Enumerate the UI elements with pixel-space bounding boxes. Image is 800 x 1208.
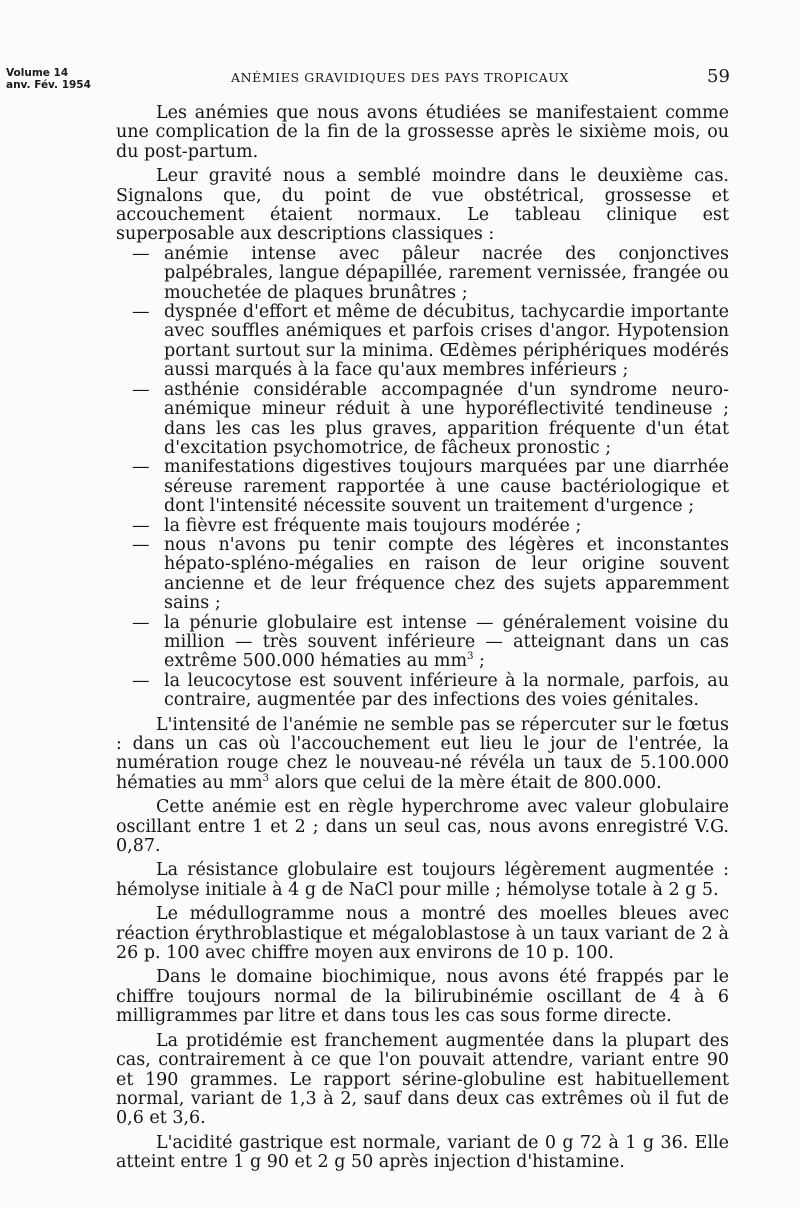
- list-item: [116, 381, 729, 459]
- running-header-title: ANÉMIES GRAVIDIQUES DES PAYS TROPICAUX: [230, 70, 570, 85]
- paragraph: La protidémie est franchement augmentée dans la plupart des cas, contrairement à ce que l'on pouvait attendre, variant entre 90 et 190 grammes. Le rapport sérine-globuline est habituellement normal, variant de 1,3 à 2, sauf dans deux cas extrêmes où il fut de 0,6 et 3,6.: [116, 1030, 729, 1129]
- list-item-text-end: ;: [473, 651, 485, 672]
- list-item: [116, 245, 729, 303]
- list-item-text: asthénie considérable accompagnée d'un syndrome neuro-anémique mineur réduit à une hyporéflectivité tendineuse ; dans les cas les plus graves, apparition fréquente d'un état d'excitation psychomotrice, de fâcheux pronostic ;: [164, 379, 729, 458]
- paragraph: Cette anémie est en règle hyperchrome avec valeur globulaire oscillant entre 1 et 2 ; dans un seul cas, nous avons enregistré V.G. 0,87.: [116, 797, 729, 857]
- issue-date: anv. Fév. 1954: [6, 79, 91, 91]
- list-item-text: la fièvre est fréquente mais toujours modérée ;: [164, 515, 582, 536]
- page-number: 59: [707, 66, 730, 87]
- dash-marker: —: [132, 457, 150, 478]
- list-item-text: la leucocytose est souvent inférieure à la normale, parfois, au contraire, augmentée par des infections des voies génitales.: [164, 670, 729, 711]
- article-body: [116, 104, 729, 1173]
- list-item-text: dyspnée d'effort et même de décubitus, tachycardie importante avec souffles anémiques et parfois crises d'angor. Hypotension portant surtout sur la minima. Œdèmes périphériques modérés aussi marqués à la face qu'aux membres inférieurs ;: [164, 302, 729, 381]
- list-item-text: nous n'avons pu tenir compte des légères et inconstantes hépato-spléno-mégalies en raison de leur origine souvent ancienne et de leur fréquence chez des sujets apparemment sains ;: [164, 534, 729, 614]
- clinical-signs-list: [116, 245, 729, 711]
- dash-marker: —: [132, 612, 150, 633]
- dash-marker: —: [132, 670, 150, 691]
- paragraph: Leur gravité nous a semblé moindre dans le deuxième cas. Signalons que, du point de vue obstétrical, grossesse et accouchement étaient normaux. Le tableau clinique est superposable aux descriptions classiques :: [116, 166, 729, 245]
- list-item: [116, 303, 729, 381]
- paragraph-text-end: alors que celui de la mère était de 800.000.: [269, 772, 662, 793]
- paragraph: La résistance globulaire est toujours légèrement augmentée : hémolyse initiale à 4 g de NaCl pour mille ; hémolyse totale à 2 g 5.: [116, 860, 729, 900]
- paragraph: Le médullogramme nous a montré des moelles bleues avec réaction érythroblastique et mégaloblastose à un taux variant de 2 à 26 p. 100 avec chiffre moyen aux environs de 10 p. 100.: [116, 904, 729, 964]
- paragraph: [116, 716, 729, 794]
- list-item-text: anémie intense avec pâleur nacrée des conjonctives palpébrales, langue dépapillée, rarement vernissée, frangée ou mouchetée de plaques brunâtres ;: [164, 243, 729, 303]
- paragraph: Dans le domaine biochimique, nous avons été frappés par le chiffre toujours normal de la bilirubinémie oscillant de 4 à 6 milligrammes par litre et dans tous les cas sous forme directe.: [116, 967, 729, 1027]
- list-item: [116, 458, 729, 516]
- superscript: 3: [467, 651, 474, 663]
- list-item: [116, 614, 729, 672]
- volume-label: Volume 14: [6, 67, 69, 79]
- superscript: 3: [262, 772, 270, 784]
- dash-marker: —: [132, 243, 150, 264]
- paragraph: L'acidité gastrique est normale, variant de 0 g 72 à 1 g 36. Elle atteint entre 1 g 90 et 2 g 50 après injection d'histamine.: [116, 1132, 729, 1173]
- list-item: [116, 672, 729, 711]
- dash-marker: —: [132, 534, 150, 555]
- list-item: [116, 536, 729, 614]
- list-item: [116, 517, 729, 536]
- list-item-text: la pénurie globulaire est intense — généralement voisine du million — très souvent inférieure — atteignant dans un cas extrême 500.000 hématies au mm: [164, 612, 729, 672]
- paragraph: Les anémies que nous avons étudiées se manifestaient comme une complication de la fin de la grossesse après le sixième mois, ou du post-partum.: [116, 103, 729, 162]
- list-item-text: manifestations digestives toujours marquées par une diarrhée séreuse rarement rapportée à une cause bactériologique et dont l'intensité nécessite souvent un traitement d'urgence ;: [164, 457, 729, 517]
- dash-marker: —: [132, 302, 150, 323]
- dash-marker: —: [132, 379, 150, 400]
- dash-marker: —: [132, 515, 150, 536]
- paragraph-text: L'intensité de l'anémie ne semble pas se répercuter sur le fœtus : dans un cas où l'accouchement eut lieu le jour de l'entrée, la numération rouge chez le nouveau-né révéla un taux de 5.100.000 hématies au mm: [116, 714, 729, 793]
